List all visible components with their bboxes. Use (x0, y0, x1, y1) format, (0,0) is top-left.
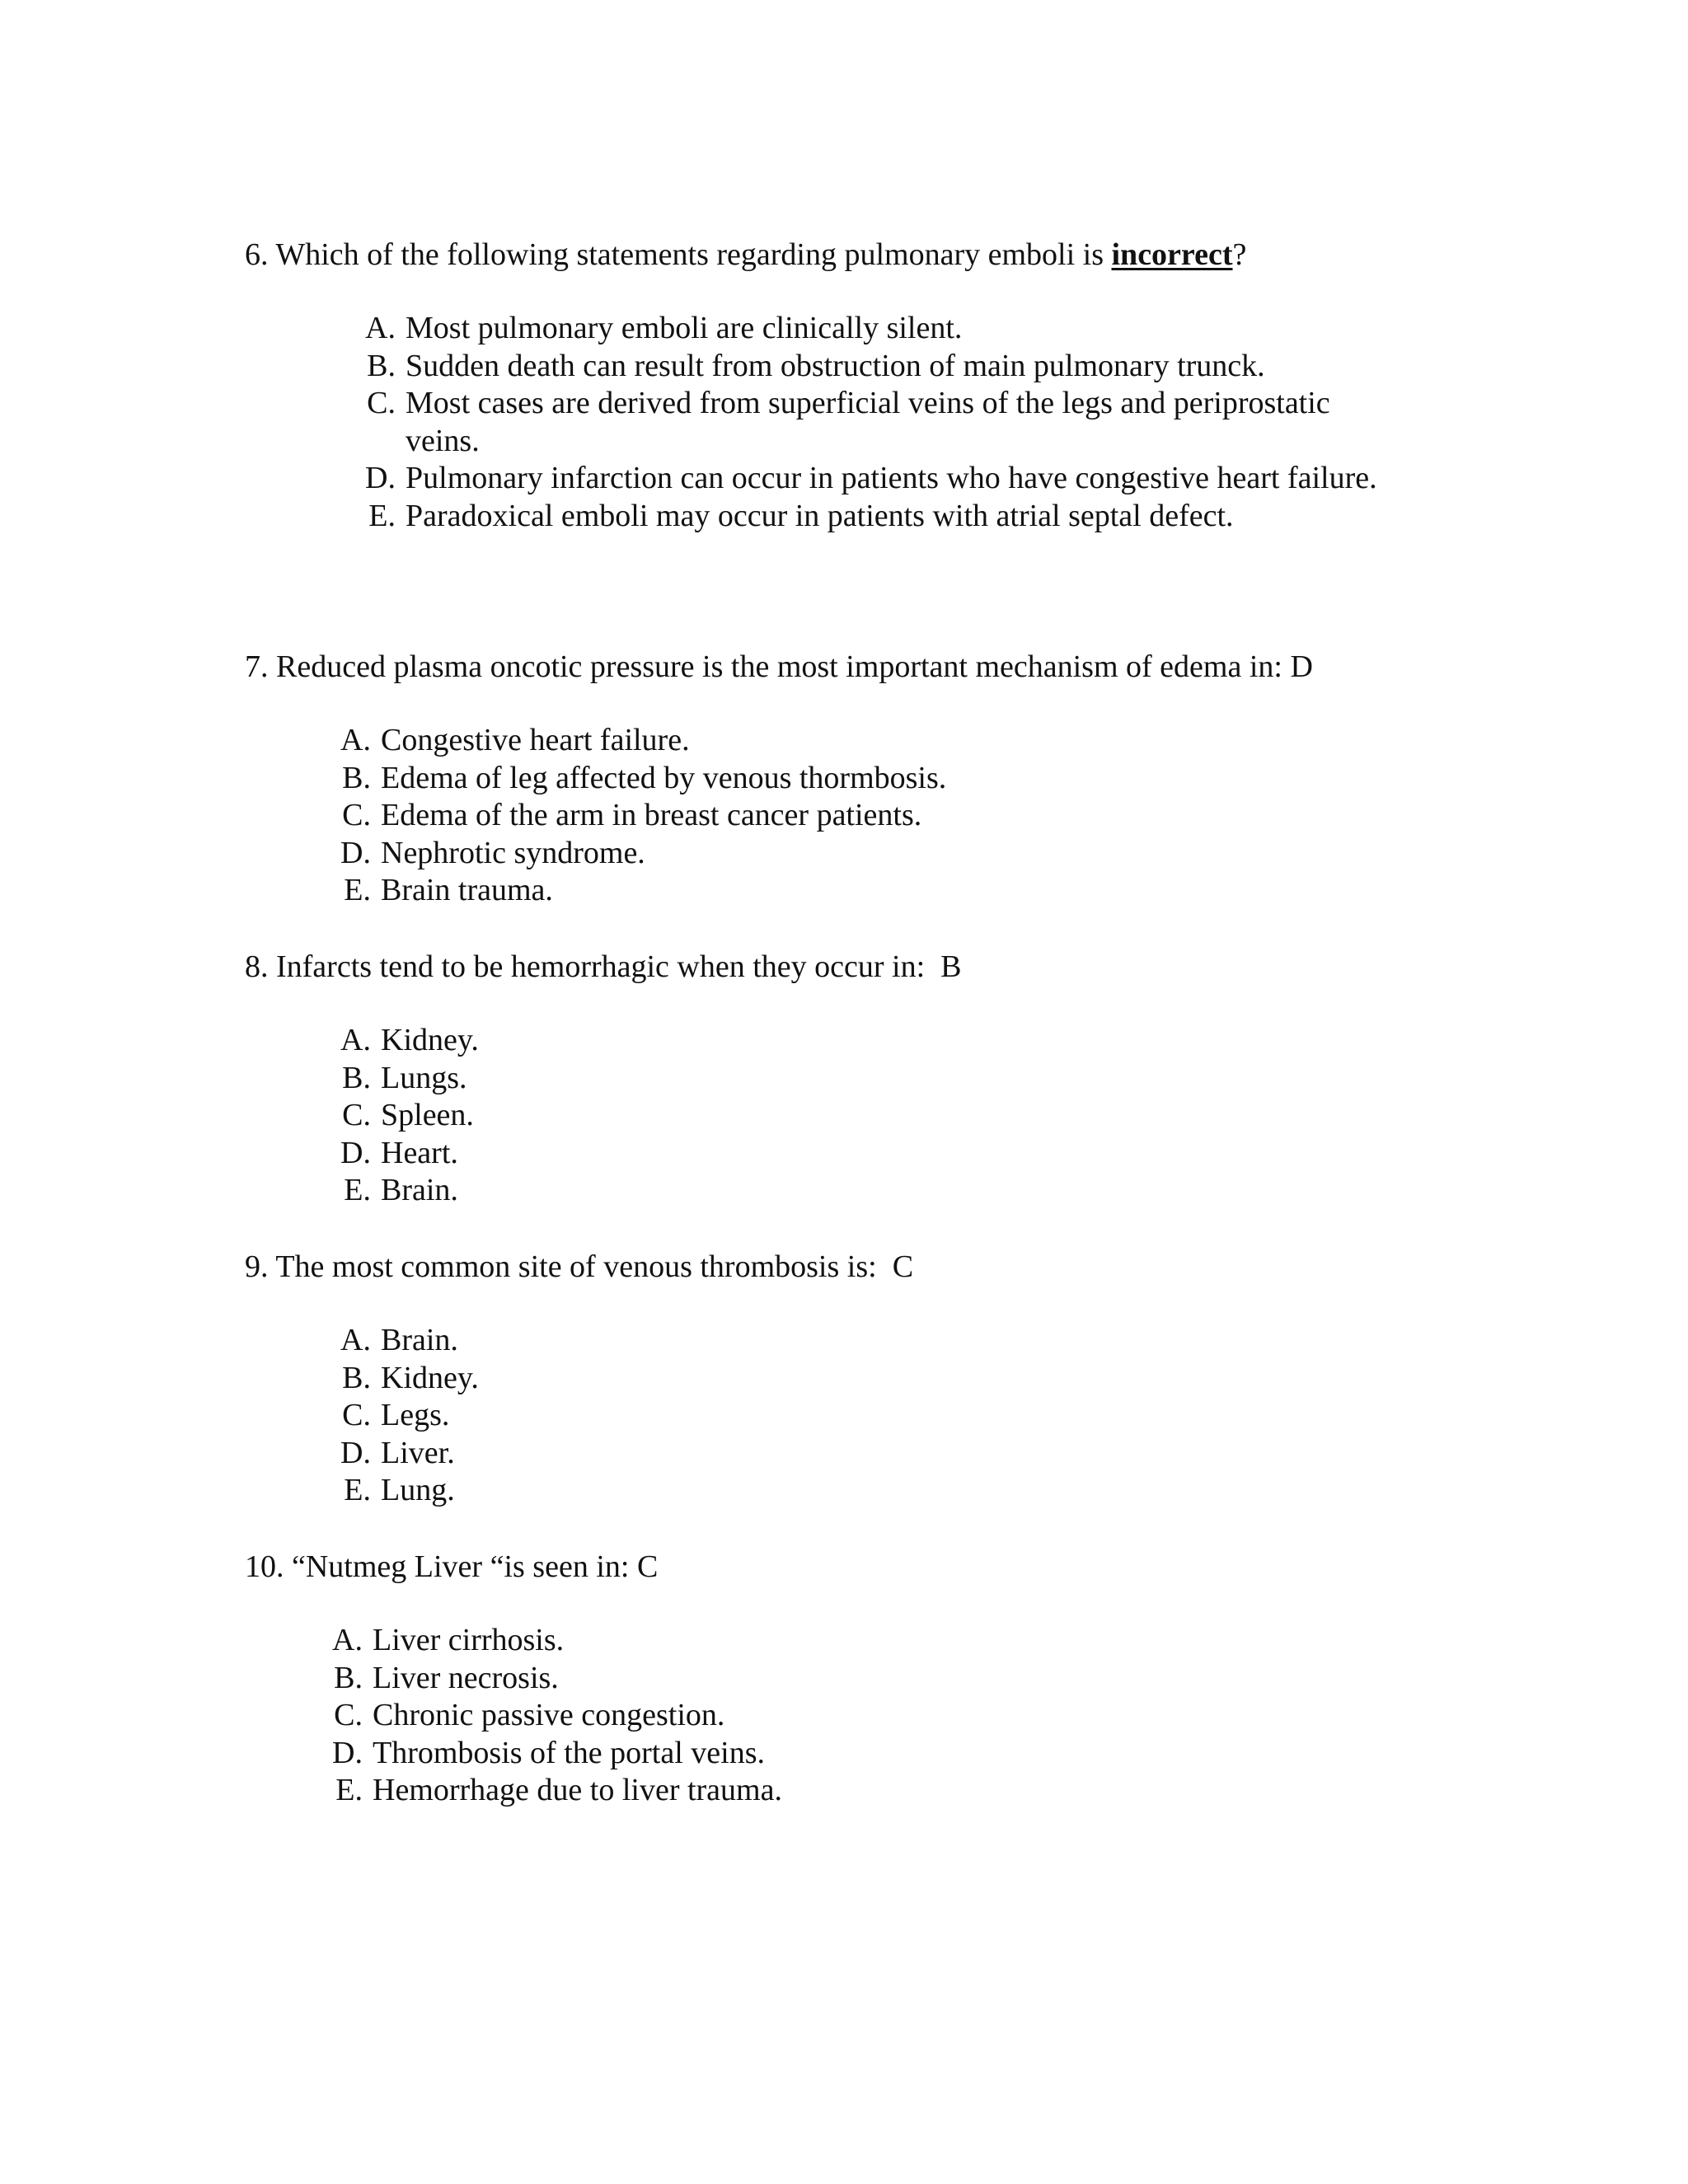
option-b (356, 348, 1411, 386)
answer-key: B (932, 949, 962, 984)
option-a (331, 1022, 479, 1060)
option-text: Congestive heart failure. (381, 723, 690, 757)
option-d (356, 460, 1411, 498)
option-letter: B. (342, 760, 371, 795)
option-letter: E. (368, 498, 396, 533)
option-letter: C. (342, 1398, 371, 1433)
question-number: 9. (245, 1249, 269, 1284)
option-text: Thrombosis of the portal veins. (373, 1735, 765, 1770)
question-8-options (331, 1022, 479, 1210)
question-emphasis: incorrect (1111, 237, 1233, 272)
option-b (331, 1060, 479, 1098)
option-text: Spleen. (381, 1098, 474, 1133)
question-6 (245, 236, 1246, 274)
option-b (331, 1360, 479, 1398)
option-letter: D. (365, 461, 396, 496)
option-c (331, 797, 946, 835)
option-text: Brain trauma. (381, 873, 553, 908)
option-a (331, 1322, 479, 1360)
option-e (356, 498, 1411, 536)
answer-key: C (884, 1249, 914, 1284)
option-text: Hemorrhage due to liver trauma. (373, 1773, 782, 1808)
option-text: Kidney. (381, 1023, 479, 1057)
question-number: 7. (245, 649, 269, 684)
option-text: Kidney. (381, 1360, 479, 1395)
option-letter: A. (340, 1023, 371, 1057)
question-number: 8. (245, 949, 269, 984)
option-text: Lung. (381, 1473, 455, 1508)
option-text: Chronic passive congestion. (373, 1698, 725, 1733)
option-letter: C. (342, 1098, 371, 1133)
option-d (331, 835, 946, 873)
question-number: 10. (245, 1549, 284, 1584)
option-e (323, 1772, 782, 1810)
option-d (323, 1735, 782, 1773)
option-c (323, 1697, 782, 1735)
question-9-options (331, 1322, 479, 1510)
option-b (323, 1660, 782, 1698)
question-8 (245, 948, 962, 986)
option-text: Brain. (381, 1323, 458, 1357)
question-7 (245, 648, 1313, 686)
option-letter: B. (342, 1060, 371, 1095)
option-text: Pulmonary infarction can occur in patients who have congestive heart failure. (406, 461, 1377, 496)
question-9 (245, 1248, 913, 1286)
option-a (331, 722, 946, 760)
question-10 (245, 1548, 658, 1586)
option-letter: E. (344, 1473, 371, 1508)
option-c (356, 385, 1411, 460)
question-7-options (331, 722, 946, 910)
question-text: Reduced plasma oncotic pressure is the most important mechanism of edema in: (276, 649, 1282, 684)
question-text: Infarcts tend to be hemorrhagic when they occur in: (276, 949, 926, 984)
option-letter: B. (342, 1360, 371, 1395)
option-text: Lungs. (381, 1060, 467, 1095)
option-c (331, 1397, 479, 1435)
option-text: Liver. (381, 1435, 455, 1470)
option-text: Liver cirrhosis. (373, 1623, 565, 1657)
option-a (356, 310, 1411, 348)
option-e (331, 1472, 479, 1510)
option-text: Edema of the arm in breast cancer patients. (381, 798, 922, 833)
option-text: Nephrotic syndrome. (381, 835, 645, 870)
option-text: Edema of leg affected by venous thormbosis. (381, 760, 947, 795)
option-letter: A. (332, 1623, 363, 1657)
option-letter: D. (340, 1135, 371, 1170)
option-letter: E. (344, 1173, 371, 1208)
answer-key: C (636, 1549, 659, 1584)
option-letter: C. (334, 1698, 363, 1733)
option-a (323, 1622, 782, 1660)
option-letter: E. (344, 873, 371, 908)
option-d (331, 1135, 479, 1173)
option-text: Paradoxical emboli may occur in patients with atrial septal defect. (406, 498, 1234, 533)
option-letter: C. (342, 798, 371, 833)
question-text: Which of the following statements regarding pulmonary emboli is (275, 237, 1104, 272)
option-letter: D. (340, 835, 371, 870)
option-letter: B. (367, 348, 396, 383)
option-letter: A. (340, 1323, 371, 1357)
option-e (331, 1172, 479, 1210)
question-6-options (356, 310, 1411, 536)
option-text: Legs. (381, 1398, 450, 1433)
option-text: Brain. (381, 1173, 458, 1208)
option-d (331, 1435, 479, 1473)
option-text: Most pulmonary emboli are clinically silent. (406, 311, 963, 345)
option-e (331, 872, 946, 910)
option-letter: C. (367, 386, 396, 421)
option-letter: B. (334, 1660, 363, 1695)
question-text-end: ? (1232, 237, 1247, 272)
question-text: The most common site of venous thrombosis is: (275, 1249, 877, 1284)
question-number: 6. (245, 237, 269, 272)
option-text: Liver necrosis. (373, 1660, 559, 1695)
option-letter: A. (340, 723, 371, 757)
option-text: Heart. (381, 1135, 458, 1170)
question-10-options (323, 1622, 782, 1810)
option-text: Sudden death can result from obstruction of main pulmonary trunck. (406, 348, 1265, 383)
question-text: “Nutmeg Liver “is seen in: (292, 1549, 630, 1584)
option-b (331, 760, 946, 798)
option-letter: E. (335, 1773, 363, 1808)
option-text: Most cases are derived from superficial veins of the legs and periprostatic veins. (406, 386, 1330, 458)
answer-key: D (1290, 649, 1313, 684)
option-letter: A. (365, 311, 396, 345)
option-c (331, 1097, 479, 1135)
option-letter: D. (340, 1435, 371, 1470)
option-letter: D. (332, 1735, 363, 1770)
